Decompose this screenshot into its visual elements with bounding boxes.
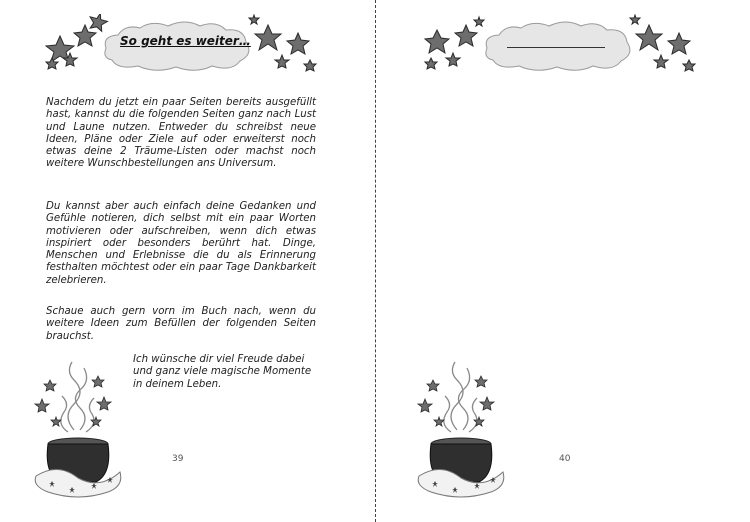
star-icon: [92, 376, 104, 387]
star-icon: [255, 25, 281, 50]
cauldron-stars: [418, 376, 494, 426]
page-divider: [375, 0, 376, 522]
star-icon: [480, 397, 494, 410]
title-blank-line: [507, 47, 605, 48]
star-icon: [425, 58, 437, 69]
star-group-right: [630, 15, 695, 71]
star-icon: [446, 53, 460, 66]
star-icon: [630, 15, 640, 24]
star-icon: [418, 399, 432, 412]
page-title: So geht es weiter…: [120, 34, 251, 48]
star-icon: [97, 397, 111, 410]
star-icon: [249, 15, 259, 24]
star-icon: [654, 55, 668, 68]
star-icon: [46, 58, 58, 69]
star-icon: [51, 417, 61, 426]
steam-swirls: [61, 362, 94, 432]
star-group-right: [249, 15, 316, 71]
star-icon: [87, 14, 109, 32]
paragraph-1: Nachdem du jetzt ein paar Seiten bereits ausgefüllt hast, kannst du die folgenden Seiten ganz nach Lust und Laune nutzen. Entweder du schreibst neue Ideen, Pläne oder Ziele auf oder erweiterst noch etwas deine 2 Träume-Listen oder machst noch weitere Wunschbestellungen ans Universum.: [46, 97, 316, 170]
closing-text: Ich wünsche dir viel Freude dabei und ganz viele magische Momente in deinem Leben.: [133, 354, 312, 390]
cauldron-stars: [35, 376, 111, 426]
star-icon: [35, 399, 49, 412]
cloud-banner-art: [421, 14, 701, 76]
steam-swirls: [444, 362, 477, 432]
paragraph-3: Schaue auch gern vorn im Buch nach, wenn du weitere Ideen zum Befüllen der folgenden Seiten brauchst.: [46, 306, 316, 342]
page-number: 39: [172, 454, 184, 464]
star-group-left: [46, 14, 109, 69]
page-number: 40: [559, 454, 571, 464]
cauldron-illustration: [411, 352, 511, 502]
star-icon: [275, 55, 289, 68]
star-icon: [636, 25, 662, 50]
star-icon: [434, 417, 444, 426]
header-banner: [421, 14, 701, 76]
star-group-left: [425, 17, 484, 69]
star-icon: [304, 60, 316, 71]
star-icon: [668, 33, 690, 54]
star-icon: [287, 33, 309, 54]
star-icon: [474, 17, 484, 26]
star-icon: [425, 30, 449, 53]
star-icon: [44, 380, 56, 391]
star-icon: [475, 376, 487, 387]
star-icon: [427, 380, 439, 391]
star-icon: [683, 60, 695, 71]
right-page: [377, 0, 750, 522]
star-icon: [455, 25, 477, 46]
paragraph-2: Du kannst aber auch einfach deine Gedanken und Gefühle notieren, dich selbst mit ein paar Worten motivieren oder aufschreiben, wenn dich etwas inspiriert oder besonders berührt hat. Dinge, Menschen und Erlebnisse die du als Erinnerung festhalten möchtest oder ein paar Tage Dankbarkeit zelebrieren.: [46, 201, 316, 286]
cauldron-illustration: [28, 352, 128, 502]
